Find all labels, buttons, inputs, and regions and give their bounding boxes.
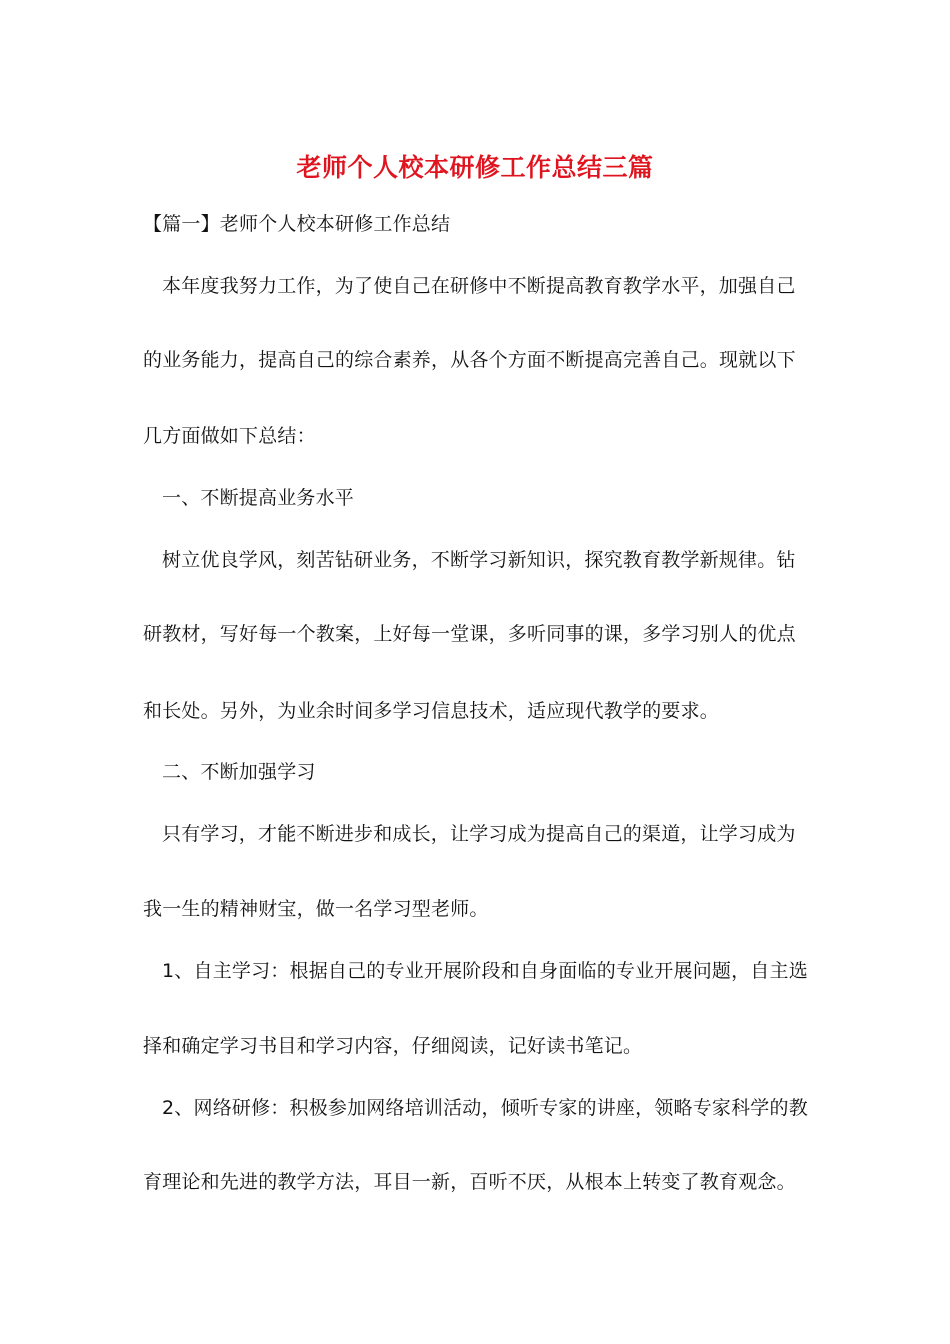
list-item-line: 择和确定学习书目和学习内容，仔细阅读，记好读书笔记。 — [143, 1035, 643, 1057]
section-heading-part-one: 【篇一】老师个人校本研修工作总结 — [143, 213, 451, 235]
paragraph-line: 和长处。另外，为业余时间多学习信息技术，适应现代教学的要求。 — [143, 700, 720, 722]
document-title: 老师个人校本研修工作总结三篇 — [296, 153, 654, 182]
paragraph-line: 树立优良学风，刻苦钻研业务，不断学习新知识，探究教育教学新规律。钻 — [162, 549, 796, 571]
paragraph-line: 我一生的精神财宝，做一名学习型老师。 — [143, 898, 489, 920]
subheading: 二、不断加强学习 — [162, 761, 316, 783]
paragraph-line: 只有学习，才能不断进步和成长，让学习成为提高自己的渠道，让学习成为 — [162, 823, 796, 845]
list-item-line: 2、网络研修：积极参加网络培训活动，倾听专家的讲座，领略专家科学的教 — [162, 1097, 808, 1119]
paragraph-line: 研教材，写好每一个教案，上好每一堂课，多听同事的课，多学习别人的优点 — [143, 623, 796, 645]
list-item-line: 1、自主学习：根据自己的专业开展阶段和自身面临的专业开展问题，自主选 — [162, 960, 808, 982]
subheading: 一、不断提高业务水平 — [162, 487, 355, 509]
paragraph-line: 本年度我努力工作，为了使自己在研修中不断提高教育教学水平，加强自己 — [162, 275, 796, 297]
paragraph-line: 的业务能力，提高自己的综合素养，从各个方面不断提高完善自己。现就以下 — [143, 349, 796, 371]
paragraph-line: 几方面做如下总结： — [143, 425, 316, 447]
list-item-line: 育理论和先进的教学方法，耳目一新，百听不厌，从根本上转变了教育观念。 — [143, 1171, 796, 1193]
